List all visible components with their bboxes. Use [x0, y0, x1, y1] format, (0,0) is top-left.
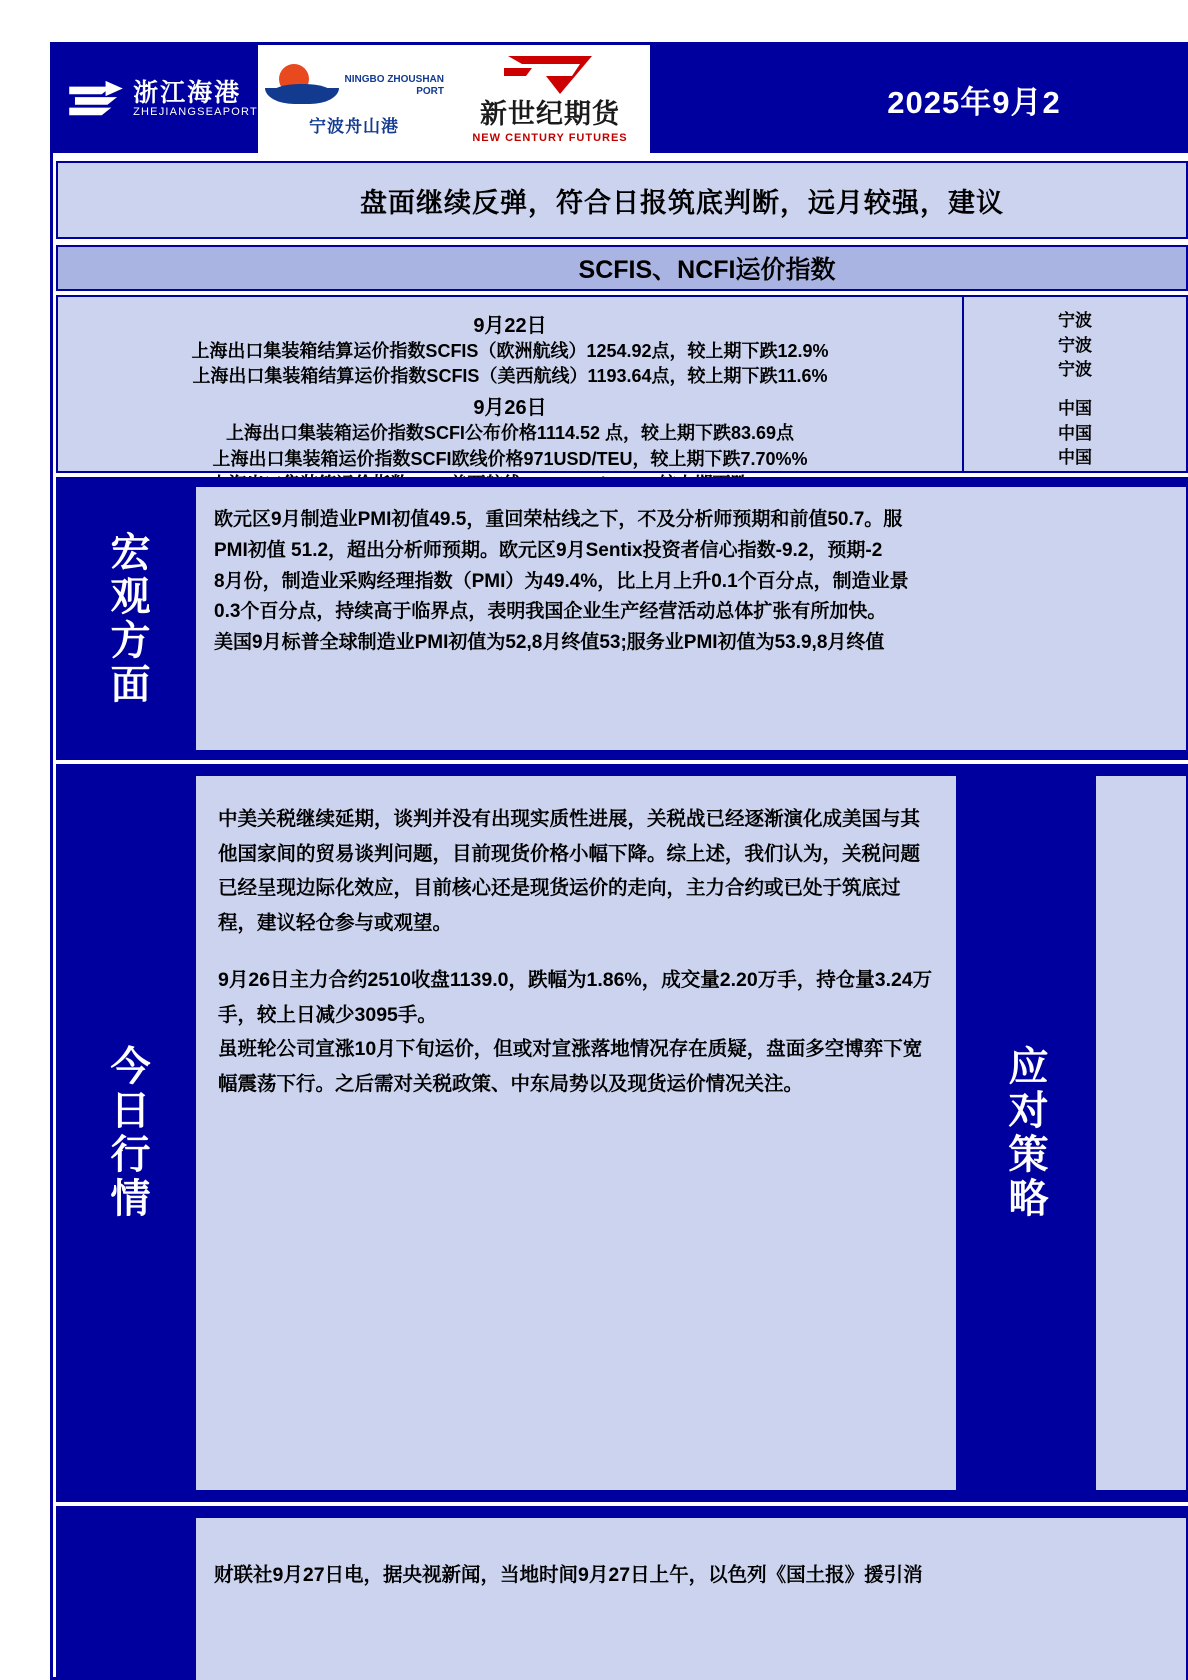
ncfi-line: 宁波 — [1058, 335, 1092, 355]
ncfi-line: 中国 — [1058, 398, 1092, 418]
logo-group — [53, 45, 650, 153]
index-line: 上海出口集装箱运价指数SCFI公布价格1114.52 点，较上期下跌83.69点 — [225, 423, 795, 444]
market-section-body — [196, 776, 956, 1490]
index-line: 上海出口集装箱运价指数SCFI欧线价格971USD/TEU，较上期下跌7.70%% — [212, 448, 808, 469]
nbzs-en-text: NINGBO ZHOUSHAN PORT — [344, 74, 444, 97]
market-paragraph: 中美关税继续延期，谈判并没有出现实质性进展，关税战已经逐渐演化成美国与其他国家间的贸易谈判问题，目前现货价格小幅下降。综上述，我们认为，关税问题已经呈现边际化效应，目前核心还是现货运价的走向，主力合约或已处于筑底过程，建议轻仓参与或观望。 — [218, 808, 921, 935]
report-header — [53, 45, 1188, 153]
ningbo-zhoushan-port-logo — [258, 45, 450, 153]
ncfi-line: 宁波 — [1058, 311, 1092, 330]
news-section — [56, 1506, 1188, 1680]
section-bar-indices — [56, 245, 1188, 291]
ncfi-panel — [964, 295, 1188, 473]
news-section-body — [196, 1518, 1186, 1680]
market-section — [56, 764, 1188, 1502]
index-date-1: 9月22日 — [473, 315, 547, 337]
macro-section-body — [196, 487, 1186, 750]
index-line: 上海出口集装箱结算运价指数SCFIS（欧洲航线）1254.92点，较上期下跌12.9% — [191, 341, 829, 361]
news-paragraph: 财联社9月27日电，据央视新闻，当地时间9月27日上午，以色列《国土报》援引消 — [214, 1564, 923, 1586]
ncf-cn-text: 新世纪期货 — [480, 99, 620, 129]
headline-text: 盘面继续反弹，符合日报筑底判断，远月较强，建议 — [360, 187, 1004, 218]
section-bar-label: SCFIS、NCFI运价指数 — [578, 256, 836, 284]
index-line: 上海出口集装箱结算运价指数SCFIS（美西航线）1193.64点，较上期下跌11.6% — [192, 366, 828, 387]
zhejiang-seaport-logo — [53, 45, 258, 153]
macro-paragraph: 欧元区9月制造业PMI初值49.5，重回荣枯线之下，不及分析师预期和前值50.7。服 — [214, 509, 903, 530]
zhejiang-seaport-text — [133, 80, 258, 118]
headline-banner — [56, 161, 1188, 239]
nbzs-sun-wave-icon — [265, 62, 339, 110]
seaport-swoosh-icon — [67, 77, 125, 121]
ncf-en-text: NEW CENTURY FUTURES — [472, 132, 628, 144]
zhejiang-seaport-en: ZHEJIANGSEAPORT — [133, 106, 258, 119]
nbzs-top-row — [264, 62, 444, 110]
report-date-title: 2025年9月2 — [887, 84, 1061, 120]
macro-paragraph: 8月份，制造业采购经理指数（PMI）为49.4%，比上月上升0.1个百分点，制造业景 — [214, 570, 909, 592]
report-frame — [50, 42, 1188, 1680]
ncfi-line: 中国 — [1058, 448, 1092, 468]
scfis-scfi-panel — [56, 295, 964, 473]
strategy-section-label: 应对策略 — [1003, 1045, 1047, 1221]
strategy-section-body — [1094, 776, 1186, 1490]
nbzs-cn-text: 宁波舟山港 — [309, 116, 399, 136]
macro-paragraph: 0.3个百分点，持续高于临界点，表明我国企业生产经营活动总体扩张有所加快。 — [214, 601, 887, 623]
market-paragraph: 虽班轮公司宣涨10月下旬运价，但或对宣涨落地情况存在质疑，盘面多空博弈下宽幅震荡下行。之后需对关税政策、中东局势以及现货运价情况关注。 — [218, 1038, 923, 1095]
index-date-2: 9月26日 — [473, 397, 547, 420]
zhejiang-seaport-cn: 浙江海港 — [133, 78, 242, 107]
market-section-label: 今日行情 — [105, 1045, 149, 1221]
news-section-label — [58, 1508, 196, 1680]
ncfi-line: 宁波 — [1058, 360, 1092, 380]
ncfi-line: 中国 — [1058, 423, 1092, 443]
new-century-futures-logo — [450, 45, 650, 153]
indices-row — [56, 295, 1188, 473]
macro-section-label: 宏观方面 — [105, 530, 149, 707]
macro-paragraph: 美国9月标普全球制造业PMI初值为52,8月终值53;服务业PMI初值为53.9,8月终值 — [214, 632, 885, 654]
macro-paragraph: PMI初值 51.2，超出分析师预期。欧元区9月Sentix投资者信心指数-9.2，预期-2 — [214, 539, 883, 561]
macro-section — [56, 477, 1188, 760]
market-paragraph: 9月26日主力合约2510收盘1139.0，跌幅为1.86%，成交量2.20万手，持仓量3.24万手，较上日减少3095手。 — [218, 968, 933, 1026]
red-bird-icon — [502, 54, 598, 96]
